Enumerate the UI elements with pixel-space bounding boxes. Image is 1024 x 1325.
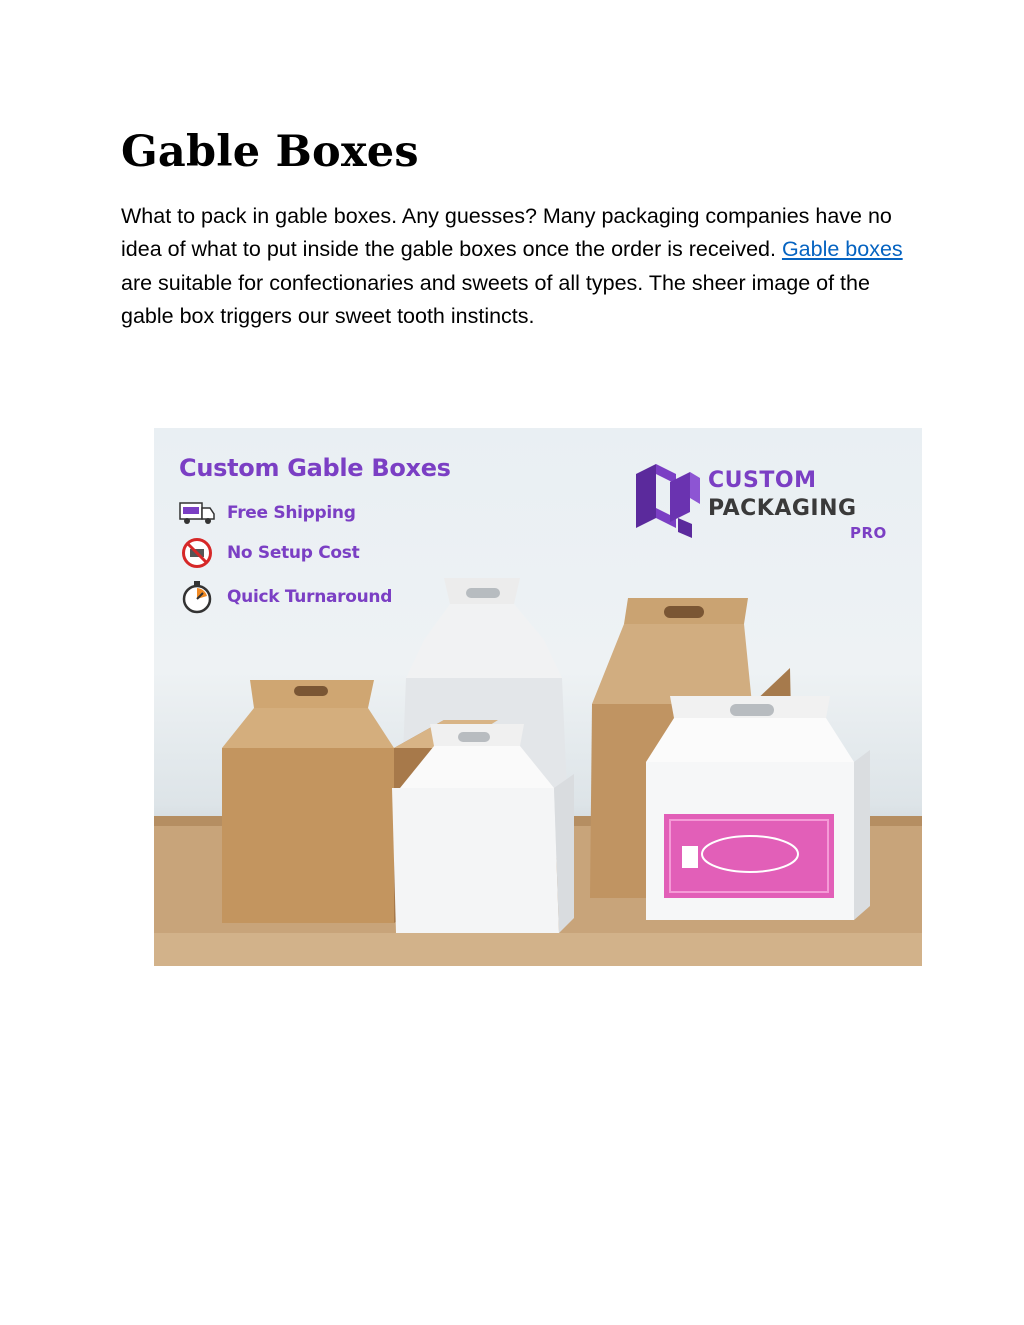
gable-boxes-link[interactable]: Gable boxes [781, 237, 903, 262]
brand-line-1: CUSTOM [708, 468, 817, 493]
truck-icon [179, 496, 215, 530]
body-paragraph [121, 200, 911, 334]
brand-mark-icon [630, 460, 702, 540]
feature-label: No Setup Cost [227, 543, 360, 563]
promo-image [154, 428, 922, 966]
brand-logo [630, 458, 890, 544]
stopwatch-icon [179, 580, 215, 614]
no-setup-icon [179, 536, 215, 570]
paragraph-text-after-link: are suitable for confectionaries and sweets of all types. The sheer image of the gable box triggers our sweet tooth instincts. [121, 270, 870, 329]
paragraph-text-before-link: What to pack in gable boxes. Any guesses? Many packaging companies have no idea of what to put inside the gable boxes once the order is received. [121, 204, 892, 262]
promo-heading: Custom Gable Boxes [179, 454, 451, 482]
feature-quick-turnaround [179, 580, 392, 614]
brand-line-2: PACKAGING [708, 496, 857, 521]
table-highlight [154, 933, 922, 966]
feature-label: Quick Turnaround [227, 587, 393, 607]
feature-no-setup-cost [179, 536, 359, 570]
labeled-white-box [646, 696, 870, 920]
brand-line-3: PRO [850, 524, 887, 542]
page-title: Gable Boxes [121, 127, 419, 177]
feature-label: Free Shipping [227, 503, 356, 523]
feature-free-shipping [179, 496, 356, 530]
